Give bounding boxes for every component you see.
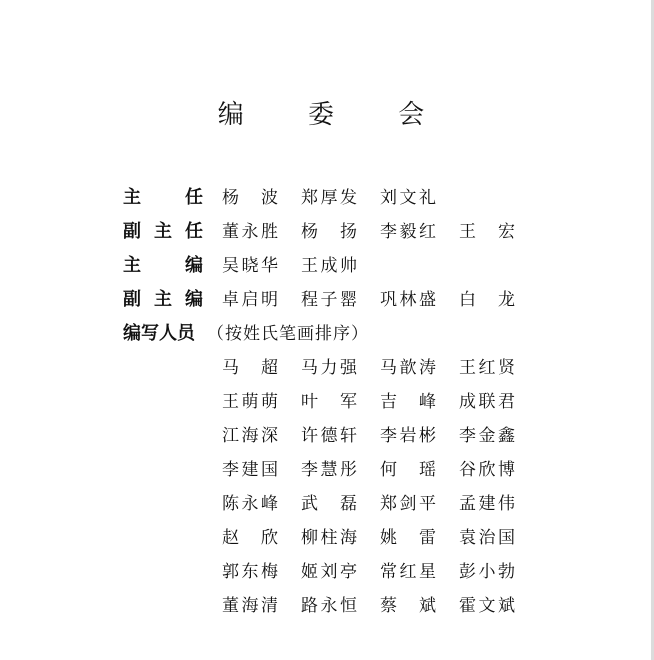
person-name: 李 建 国 — [222, 460, 278, 480]
person-name: 李 慧 彤 — [301, 460, 357, 480]
person-name: 路 永 恒 — [301, 596, 357, 616]
person-name: 姬 刘 亭 — [301, 562, 357, 582]
title-char: 委 — [307, 100, 334, 130]
person-name: 霍 文 斌 — [459, 596, 515, 616]
person-name: 王 红 贤 — [459, 358, 515, 378]
title-char: 会 — [398, 100, 425, 130]
person-name: 何 瑶 — [380, 460, 436, 480]
writers-note: （按姓氏笔画排序） — [207, 324, 369, 344]
person-name: 卓 启 明 — [222, 290, 278, 310]
person-name: 李 岩 彬 — [380, 426, 436, 446]
person-name: 董 永 胜 — [222, 222, 278, 242]
person-name: 程 子 罂 — [301, 290, 357, 310]
person-name: 常 红 星 — [380, 562, 436, 582]
person-name: 马 力 强 — [301, 358, 357, 378]
person-name: 王 成 帅 — [301, 256, 357, 276]
person-name: 彭 小 勃 — [459, 562, 515, 582]
person-name: 叶 军 — [301, 392, 357, 412]
person-name: 姚 雷 — [380, 528, 436, 548]
person-name: 杨 波 — [222, 188, 278, 208]
person-name: 袁 治 国 — [459, 528, 515, 548]
person-name: 王 宏 — [459, 222, 515, 242]
person-name: 巩 林 盛 — [380, 290, 436, 310]
person-name: 王 萌 萌 — [222, 392, 278, 412]
person-name: 李 金 鑫 — [459, 426, 515, 446]
role-label: 主 任 — [123, 187, 203, 208]
person-name: 谷 欣 博 — [459, 460, 515, 480]
person-name: 赵 欣 — [222, 528, 278, 548]
role-label: 副 主 编 — [123, 289, 203, 310]
person-name: 刘 文 礼 — [380, 188, 436, 208]
title-char: 编 — [217, 100, 244, 130]
page-title — [0, 99, 642, 131]
person-name: 白 龙 — [459, 290, 515, 310]
person-name: 陈 永 峰 — [222, 494, 278, 514]
person-name: 蔡 斌 — [380, 596, 436, 616]
person-name: 马 超 — [222, 358, 278, 378]
person-name: 柳 柱 海 — [301, 528, 357, 548]
person-name: 郭 东 梅 — [222, 562, 278, 582]
person-name: 李 毅 红 — [380, 222, 436, 242]
person-name: 董 海 清 — [222, 596, 278, 616]
person-name: 郑 厚 发 — [301, 188, 357, 208]
person-name: 成 联 君 — [459, 392, 515, 412]
person-name: 江 海 深 — [222, 426, 278, 446]
writers-label: 编写人员 — [123, 323, 195, 344]
person-name: 孟 建 伟 — [459, 494, 515, 514]
role-label: 副 主 任 — [123, 221, 203, 242]
person-name: 许 德 轩 — [301, 426, 357, 446]
person-name: 吉 峰 — [380, 392, 436, 412]
role-label: 主 编 — [123, 255, 203, 276]
person-name: 杨 扬 — [301, 222, 357, 242]
person-name: 吴 晓 华 — [222, 256, 278, 276]
person-name: 武 磊 — [301, 494, 357, 514]
person-name: 马 歆 涛 — [380, 358, 436, 378]
person-name: 郑 剑 平 — [380, 494, 436, 514]
